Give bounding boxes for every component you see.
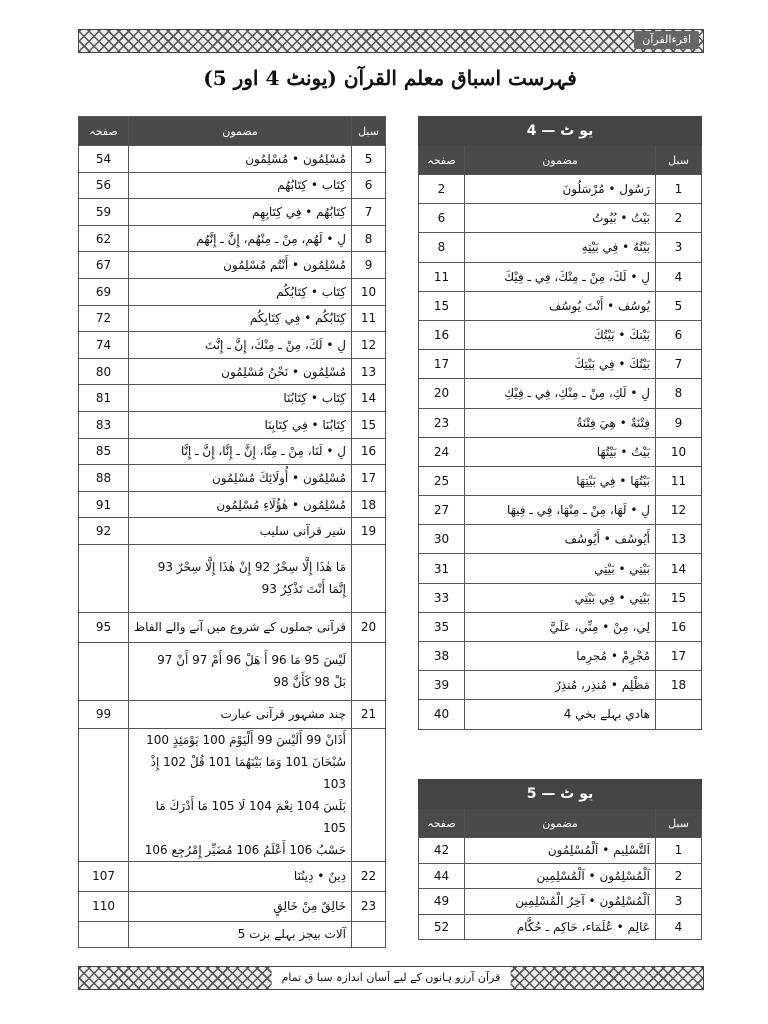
content-cell: مُسْلِمُون • أَنْتُم مُسْلِمُون — [129, 252, 352, 279]
content-cell: دِينٌ • دِينُنَا — [129, 861, 352, 891]
page-cell: 110 — [79, 891, 129, 921]
serial-cell: 14 — [352, 385, 386, 412]
table-row — [79, 332, 386, 359]
content-cell: كِتَابُنَا • فِي كِتَابِنَا — [129, 411, 352, 438]
serial-cell: 14 — [656, 554, 702, 583]
table-row — [79, 358, 386, 385]
content-cell: لِ • لَهُم، مِنْ ـ مِنْهُم، إِنَّ ـ إِنَّهُم — [129, 225, 352, 252]
serial-cell: 9 — [352, 252, 386, 279]
page-cell: 25 — [419, 466, 465, 495]
serial-cell: 4 — [656, 914, 702, 940]
content-cell: يُوسُف • أَنْتَ يُوسُف — [465, 291, 656, 320]
page-cell: 54 — [79, 146, 129, 173]
content-cell: مَظْلِم • مُنذِر، مُنذِرٌ — [465, 671, 656, 700]
content-cell: كِتَاب • كِتَابُهُم — [129, 172, 352, 199]
phrase-line: أَذَانْ 99 أَلَيْسَ 99 أَلْيَوْمَ 100 يَوْمَئِذٍ 100 — [146, 732, 347, 747]
table-row — [419, 525, 702, 554]
header-page: صفحہ — [79, 117, 129, 146]
page-cell: 23 — [419, 408, 465, 437]
table-row — [419, 700, 702, 729]
content-cell: بَيْتُهُ • فِي بَيْتِهِ — [465, 233, 656, 262]
table-row — [419, 379, 702, 408]
page-cell: 69 — [79, 278, 129, 305]
table-row — [419, 466, 702, 495]
table-row — [79, 146, 386, 173]
page-cell: 52 — [419, 914, 465, 940]
page-cell: 56 — [79, 172, 129, 199]
bottom-ornament-band — [78, 966, 704, 990]
content-cell: شیر قرآنی سلیب — [129, 518, 352, 545]
content-cell: لِ • لَهَا، مِنْ ـ مِنْهَا، فِي ـ فِيهَا — [465, 496, 656, 525]
content-cell: كِتَابُهُم • فِي كِتَابِهِم — [129, 199, 352, 226]
header-tag: اقرءالقرآن — [634, 31, 699, 49]
table-row — [419, 437, 702, 466]
content-cell: أَيُوسُف • أَيُوسُف — [465, 525, 656, 554]
content-cell: بَيْتِي • فِي بَيْتِي — [465, 583, 656, 612]
content-cell: كِتَابُكُم • فِي كِتَابِكُم — [129, 305, 352, 332]
word-list — [129, 642, 352, 700]
page-cell: 39 — [419, 671, 465, 700]
top-ornament-band — [78, 29, 704, 53]
content-cell: مُجْرِمْ • مُجرِما — [465, 642, 656, 671]
serial-cell — [656, 700, 702, 729]
content-cell: مُسْلِمُون • نَحْنُ مُسْلِمُون — [129, 358, 352, 385]
table-row — [79, 438, 386, 465]
content-cell: مُسْلِمُون • هٰؤُلَاءِ مُسْلِمُون — [129, 491, 352, 518]
phrase-line: سُبْحَانَ 101 وَمَا بَيْنَهُمَا 101 قُلْ 102 إِذْ 103 — [150, 754, 347, 791]
header-content: مضمون — [129, 117, 352, 146]
page-cell: 33 — [419, 583, 465, 612]
serial-cell: 1 — [656, 175, 702, 204]
serial-cell: 19 — [352, 518, 386, 545]
table-row — [79, 385, 386, 412]
table-row — [419, 671, 702, 700]
serial-cell: 4 — [656, 262, 702, 291]
serial-cell: 10 — [352, 278, 386, 305]
blank-cell — [79, 921, 129, 947]
table-row — [419, 554, 702, 583]
footer-note: قرآن آرزو ہانوں کے لیے آسان اندازہ سبا ق تمام — [272, 967, 511, 989]
page-cell: 38 — [419, 642, 465, 671]
header-serial: سبل — [656, 809, 702, 838]
serial-cell: 6 — [656, 320, 702, 349]
page-cell: 67 — [79, 252, 129, 279]
content-cell: اَلْمُسْلِمُون • آخِرُ الْمُسْلِمِين — [465, 889, 656, 915]
content-cell: عَالِم • عُلَمَاء، حَاكِم ـ حُكَّام — [465, 914, 656, 940]
page-cell: 6 — [419, 204, 465, 233]
serial-cell: 6 — [352, 172, 386, 199]
page-cell: 27 — [419, 496, 465, 525]
table-row — [79, 199, 386, 226]
serial-cell: 23 — [352, 891, 386, 921]
unit5-caption: یو ٹ — 5 — [419, 780, 702, 809]
blank-cell — [352, 544, 386, 612]
table-row — [79, 465, 386, 492]
blank-cell — [352, 921, 386, 947]
table-row — [419, 408, 702, 437]
serial-cell: 16 — [352, 438, 386, 465]
page-cell: 35 — [419, 612, 465, 641]
phrase-list — [129, 728, 352, 861]
content-cell: چند مشہور قرآنی عبارت — [129, 700, 352, 728]
blank-cell — [79, 642, 129, 700]
table-row — [419, 642, 702, 671]
page-cell: 2 — [419, 175, 465, 204]
page-cell: 49 — [419, 889, 465, 915]
serial-cell: 9 — [656, 408, 702, 437]
serial-cell: 16 — [656, 612, 702, 641]
table-row — [79, 411, 386, 438]
serial-cell: 1 — [656, 838, 702, 864]
serial-cell: 15 — [656, 583, 702, 612]
content-cell: هادي بہلے بخي 4 — [465, 700, 656, 729]
serial-cell: 10 — [656, 437, 702, 466]
table-row — [419, 838, 702, 864]
blank-cell — [352, 642, 386, 700]
content-cell: لِ • لَكِ، مِنْ ـ مِنْكِ، فِي ـ فِيْكِ — [465, 379, 656, 408]
unit5-table — [418, 779, 702, 940]
blank-cell — [79, 544, 129, 612]
page-cell: 20 — [419, 379, 465, 408]
serial-cell: 13 — [656, 525, 702, 554]
table-row — [79, 491, 386, 518]
page-cell: 91 — [79, 491, 129, 518]
content-cell: بَيْتُ • بُيُوتُ — [465, 204, 656, 233]
content-cell: قرآنی جملوں کے شروع میں آنے والے الفاظ — [129, 612, 352, 642]
page-cell: 16 — [419, 320, 465, 349]
table-row — [419, 612, 702, 641]
page-title: فہرست اسباق معلم القرآن (یونٹ 4 اور 5) — [203, 66, 577, 90]
serial-cell: 8 — [656, 379, 702, 408]
phrase-line: حَسْبُ 106 أَعْلَمُ 106 مُضَيِّر إِمْرُجِع 106 — [144, 842, 347, 857]
content-cell: بَيْتِي • بَيْتِي — [465, 554, 656, 583]
table-row — [419, 863, 702, 889]
content-cell: بَيْتُ • بَيْتُهَا — [465, 437, 656, 466]
content-cell: بَيْتُكَ • فِي بَيْتِكَ — [465, 350, 656, 379]
serial-cell: 18 — [352, 491, 386, 518]
page-cell: 30 — [419, 525, 465, 554]
page-cell: 92 — [79, 518, 129, 545]
blank-cell — [79, 728, 129, 861]
table-row — [79, 305, 386, 332]
page-cell: 88 — [79, 465, 129, 492]
content-cell: فِتْنَةٌ • هِيَ فِتْنَةٌ — [465, 408, 656, 437]
content-cell: لِ • لَكَ، مِنْ ـ مِنْكَ، فِي ـ فِيْكَ — [465, 262, 656, 291]
table-row — [419, 350, 702, 379]
serial-cell: 21 — [352, 700, 386, 728]
page-cell: 17 — [419, 350, 465, 379]
serial-cell: 13 — [352, 358, 386, 385]
content-cell: خَالِقٌ مِنْ خَالِقٍ — [129, 891, 352, 921]
serial-cell: 11 — [656, 466, 702, 495]
table-row — [79, 172, 386, 199]
content-cell: كِتَاب • كِتَابُكُم — [129, 278, 352, 305]
serial-cell: 5 — [352, 146, 386, 173]
table-row — [419, 320, 702, 349]
content-cell: بَيْتكَ • بَيْتُكَ — [465, 320, 656, 349]
table-row — [419, 889, 702, 915]
serial-cell: 3 — [656, 233, 702, 262]
table-row — [419, 291, 702, 320]
continuation-table — [78, 116, 386, 948]
content-cell: بَيْتُهَا • فِي بَيْتِهَا — [465, 466, 656, 495]
table-row — [419, 583, 702, 612]
table-row — [79, 225, 386, 252]
header-serial: سبل — [656, 146, 702, 175]
content-cell: اَلْمُسْلِمُون • اَلْمُسْلِمِين — [465, 863, 656, 889]
header-page: صفحہ — [419, 146, 465, 175]
serial-cell: 18 — [656, 671, 702, 700]
page-cell: 42 — [419, 838, 465, 864]
page-cell: 59 — [79, 199, 129, 226]
table-row — [419, 204, 702, 233]
serial-cell: 11 — [352, 305, 386, 332]
page-cell: 80 — [79, 358, 129, 385]
page-cell: 107 — [79, 861, 129, 891]
serial-cell: 12 — [656, 496, 702, 525]
serial-cell: 3 — [656, 889, 702, 915]
table-row — [419, 914, 702, 940]
table-row — [419, 175, 702, 204]
serial-cell: 2 — [656, 863, 702, 889]
page-cell: 99 — [79, 700, 129, 728]
table-row — [79, 518, 386, 545]
blank-cell — [352, 728, 386, 861]
word-line: بَلْ 98 كَأَنَّ 98 — [273, 675, 347, 690]
page-cell: 24 — [419, 437, 465, 466]
content-cell: لِي، مِنْ • مِنِّي، عَلَيَّ — [465, 612, 656, 641]
verse-line: مَا هٰذَا إِلَّا سِحْرٌ 92 إِنْ هٰذَا إِلَّا سِحْرٌ 93 — [157, 560, 347, 575]
verse-line: إِنَّمَا أَنْتَ تَذْكِرُ 93 — [261, 582, 347, 597]
page-cell: 83 — [79, 411, 129, 438]
header-content: مضمون — [465, 809, 656, 838]
unit4-table — [418, 116, 702, 730]
table-row — [79, 278, 386, 305]
serial-cell: 7 — [352, 199, 386, 226]
serial-cell: 7 — [656, 350, 702, 379]
serial-cell: 17 — [656, 642, 702, 671]
serial-cell: 15 — [352, 411, 386, 438]
page-cell: 11 — [419, 262, 465, 291]
content-cell: مُسْلِمُون • أُولَائِكَ مُسْلِمُون — [129, 465, 352, 492]
page-cell: 62 — [79, 225, 129, 252]
content-cell: مُسْلِمُون • مُسْلِمُون — [129, 146, 352, 173]
content-cell: كِتَاب • كِتَابُنَا — [129, 385, 352, 412]
serial-cell: 2 — [656, 204, 702, 233]
content-cell: لِ • لَنَا، مِنْ ـ مِنَّا، إِنَّ ـ إِنَّا، إِنَّ ـ إِنَّا — [129, 438, 352, 465]
content-cell: لِ • لَكَ، مِنْ ـ مِنْكَ، إِنَّ ـ إِنَّتَ — [129, 332, 352, 359]
serial-cell: 22 — [352, 861, 386, 891]
page-cell: 85 — [79, 438, 129, 465]
page-cell: 15 — [419, 291, 465, 320]
content-cell: آلات بیجز بہلے بزت 5 — [129, 921, 352, 947]
phrase-line: بَلَسَ 104 نِعْمَ 104 لَا 105 مَا أَدْرَكَ مَا 105 — [155, 798, 347, 835]
serial-cell: 20 — [352, 612, 386, 642]
page-cell: 81 — [79, 385, 129, 412]
serial-cell: 12 — [352, 332, 386, 359]
table-row — [419, 496, 702, 525]
serial-cell: 5 — [656, 291, 702, 320]
table-row — [419, 233, 702, 262]
header-content: مضمون — [465, 146, 656, 175]
page-cell: 31 — [419, 554, 465, 583]
serial-cell: 8 — [352, 225, 386, 252]
content-cell: اَلتَّسْلِيم • اَلْمُسْلِمُون — [465, 838, 656, 864]
unit4-caption: یو ٹ — 4 — [419, 117, 702, 146]
page-cell: 95 — [79, 612, 129, 642]
serial-cell: 17 — [352, 465, 386, 492]
content-cell: رَسُول • مُرْسَلُونَ — [465, 175, 656, 204]
page-cell: 74 — [79, 332, 129, 359]
page-cell: 40 — [419, 700, 465, 729]
header-page: صفحہ — [419, 809, 465, 838]
table-row — [419, 262, 702, 291]
word-line: لَيْسَ 95 مَا 96 أَ هَلْ 96 أَمْ 97 أَنْ 97 — [157, 653, 347, 668]
page-cell: 8 — [419, 233, 465, 262]
page-cell: 72 — [79, 305, 129, 332]
verse-list — [129, 544, 352, 612]
page-cell: 44 — [419, 863, 465, 889]
header-serial: سبل — [352, 117, 386, 146]
table-row — [79, 252, 386, 279]
